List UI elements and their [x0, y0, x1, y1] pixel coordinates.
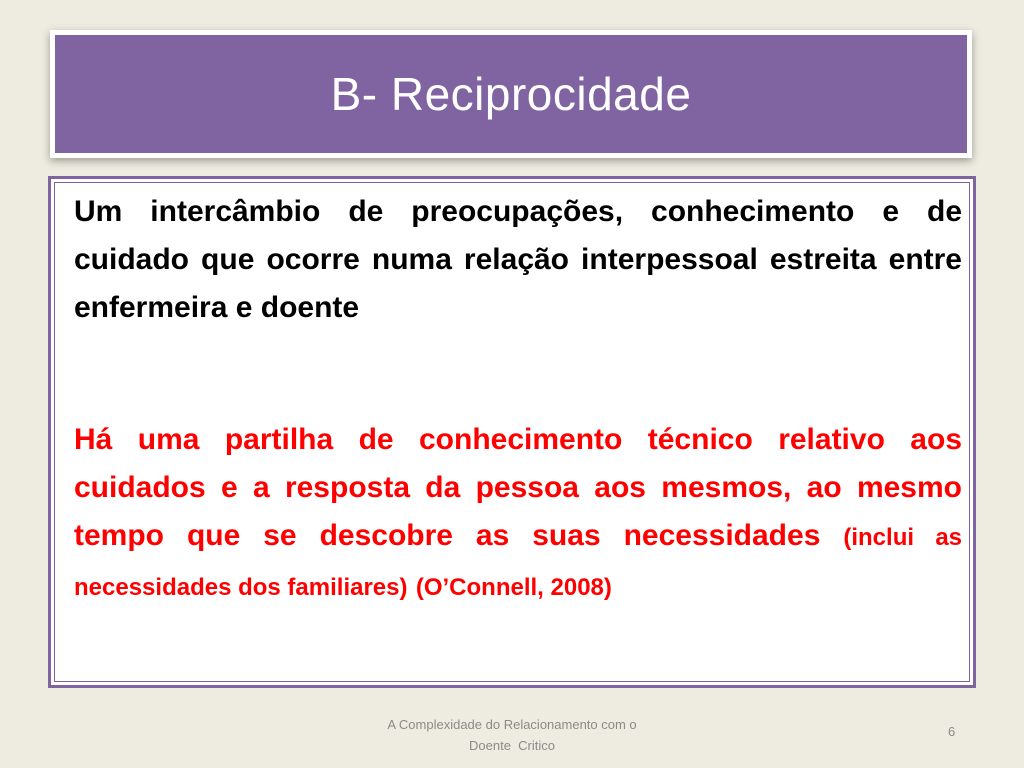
- title-frame: [50, 30, 972, 158]
- footer-line-1: A Complexidade do Relacionamento com o: [387, 717, 637, 732]
- citation: (O’Connell, 2008): [415, 574, 612, 601]
- slide-title: B- Reciprocidade: [330, 68, 692, 120]
- footer-line-2: Doente Critico: [469, 738, 555, 753]
- title-bar: [55, 35, 967, 153]
- emphasis-note: (inclui as necessidades dos familiares): [74, 524, 963, 601]
- emphasis-paragraph: [74, 416, 962, 612]
- page-number: 6: [948, 724, 956, 739]
- definition-paragraph: Um intercâmbio de preocupações, conhecimento e de cuidado que ocorre numa relação interpessoal estreita entre enfermeira e doente: [74, 195, 962, 324]
- emphasis-main-text: Há uma partilha de conhecimento técnico relativo aos cuidados e a resposta da pessoa aos mesmos, ao mesmo tempo que se descobre as suas necessidades: [74, 423, 962, 552]
- footer-text: [352, 714, 672, 756]
